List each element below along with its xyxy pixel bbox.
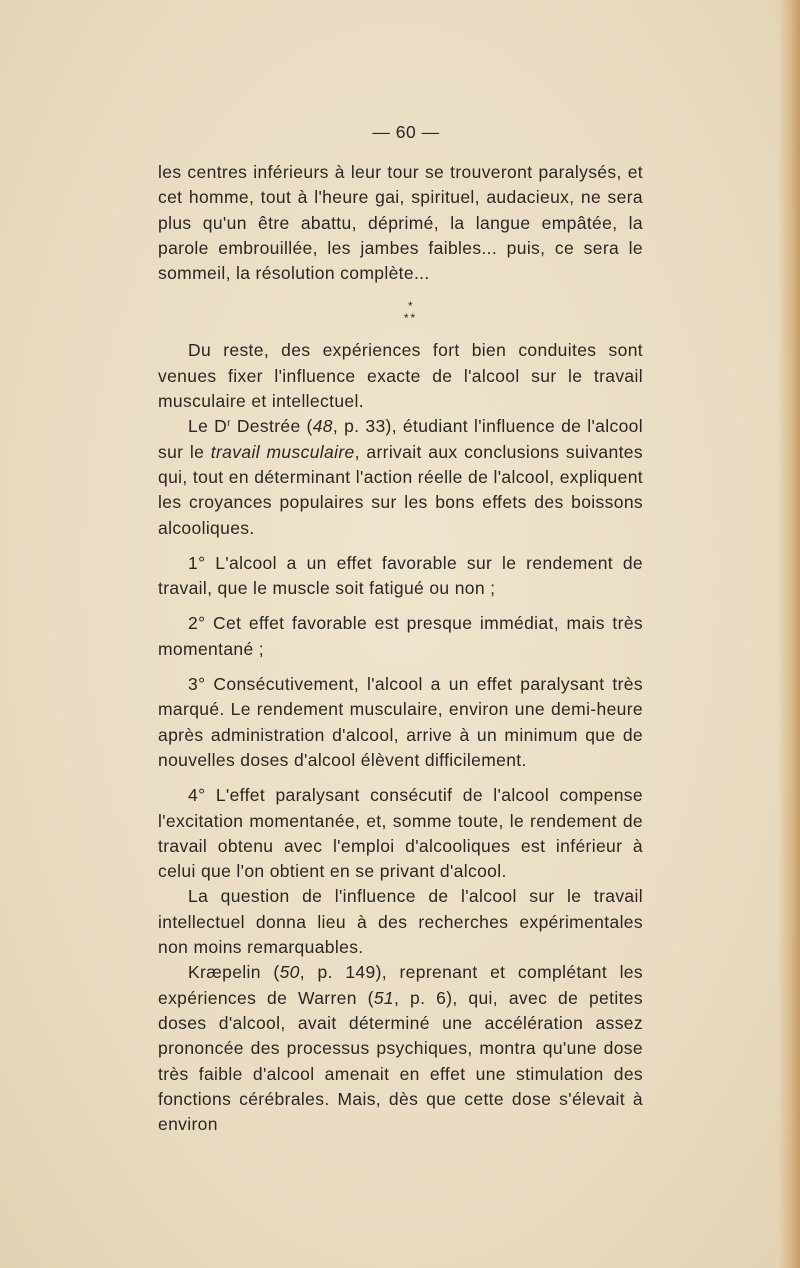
text-span: , arrivait aux conclusions suivantes qui, tout en déterminant l'action réelle de l'alcool, expliquent les croyances populaires sur les bons effets des boissons alcooliques. — [158, 441, 643, 538]
reference-number: 48 — [312, 416, 333, 437]
text-span: Destrée ( — [230, 416, 313, 437]
paragraph-intellectual: La question de l'influence de l'alcool sur le travail intellectuel donna lieu à des recherches expérimentales non moins remarquables. — [158, 886, 643, 958]
paragraph-kraepelin — [158, 960, 643, 1137]
conclusion-item-2: 2° Cet effet favorable est presque immédiat, mais très momentané ; — [158, 613, 643, 659]
page-number: — 60 — — [372, 122, 440, 142]
asterism-separator — [158, 286, 643, 338]
page-edge-shadow — [778, 0, 800, 1268]
asterism-bottom: ** — [403, 311, 418, 326]
text-span: Le D — [188, 416, 228, 437]
conclusion-item-3: 3° Consécutivement, l'alcool a un effet paralysant très marqué. Le rendement musculaire, environ une demi-heure après administration d'alcool, arrive à un minimum que de nouvelles doses d'alcool élèvent difficilement. — [158, 674, 643, 770]
superscript: r — [227, 418, 231, 430]
paragraph-destree — [158, 414, 643, 540]
text-span: Kræpelin ( — [188, 962, 280, 983]
paragraph-experiments: Du reste, des expériences fort bien conduites sont venues fixer l'influence exacte de l'alcool sur le travail musculaire et intellectuel. — [158, 340, 643, 412]
reference-number: 51 — [373, 987, 394, 1008]
text-span: , p. 33), étudiant l'influence de l'alcool sur le — [158, 416, 643, 462]
paragraph-continuation: les centres inférieurs à leur tour se trouveront paralysés, et cet homme, tout à l'heure gai, spirituel, audacieux, ne sera plus qu'un être abattu, déprimé, la langue empâtée, la parole embrouillée, les jambes faibles... puis, ce sera le sommeil, la résolution complète... — [158, 162, 643, 284]
reference-number: 50 — [279, 962, 300, 983]
conclusion-item-1: 1° L'alcool a un effet favorable sur le rendement de travail, que le muscle soit fatigué ou non ; — [158, 552, 643, 599]
emphasis: travail musculaire — [210, 441, 355, 462]
body-text — [158, 160, 643, 1137]
text-span: , p. 149), reprenant et complétant les expériences de Warren ( — [158, 962, 643, 1008]
conclusion-item-4: 4° L'effet paralysant consécutif de l'alcool compense l'excitation momentanée, et, somme toute, le rendement de travail obtenu avec l'emploi d'alcooliques est inférieur à celui que l'on obtient en se privant d'alcool. — [158, 785, 643, 882]
asterism-top: * — [407, 299, 414, 314]
text-span: , p. 6), qui, avec de petites doses d'alcool, avait déterminé une accélération assez prononcée des processus psychiques, montra qu'une dose très faible d'alcool amenait en effet une stimulation des fonctions cérébrales. Mais, dès que cette dose s'élevait à environ — [158, 987, 643, 1135]
